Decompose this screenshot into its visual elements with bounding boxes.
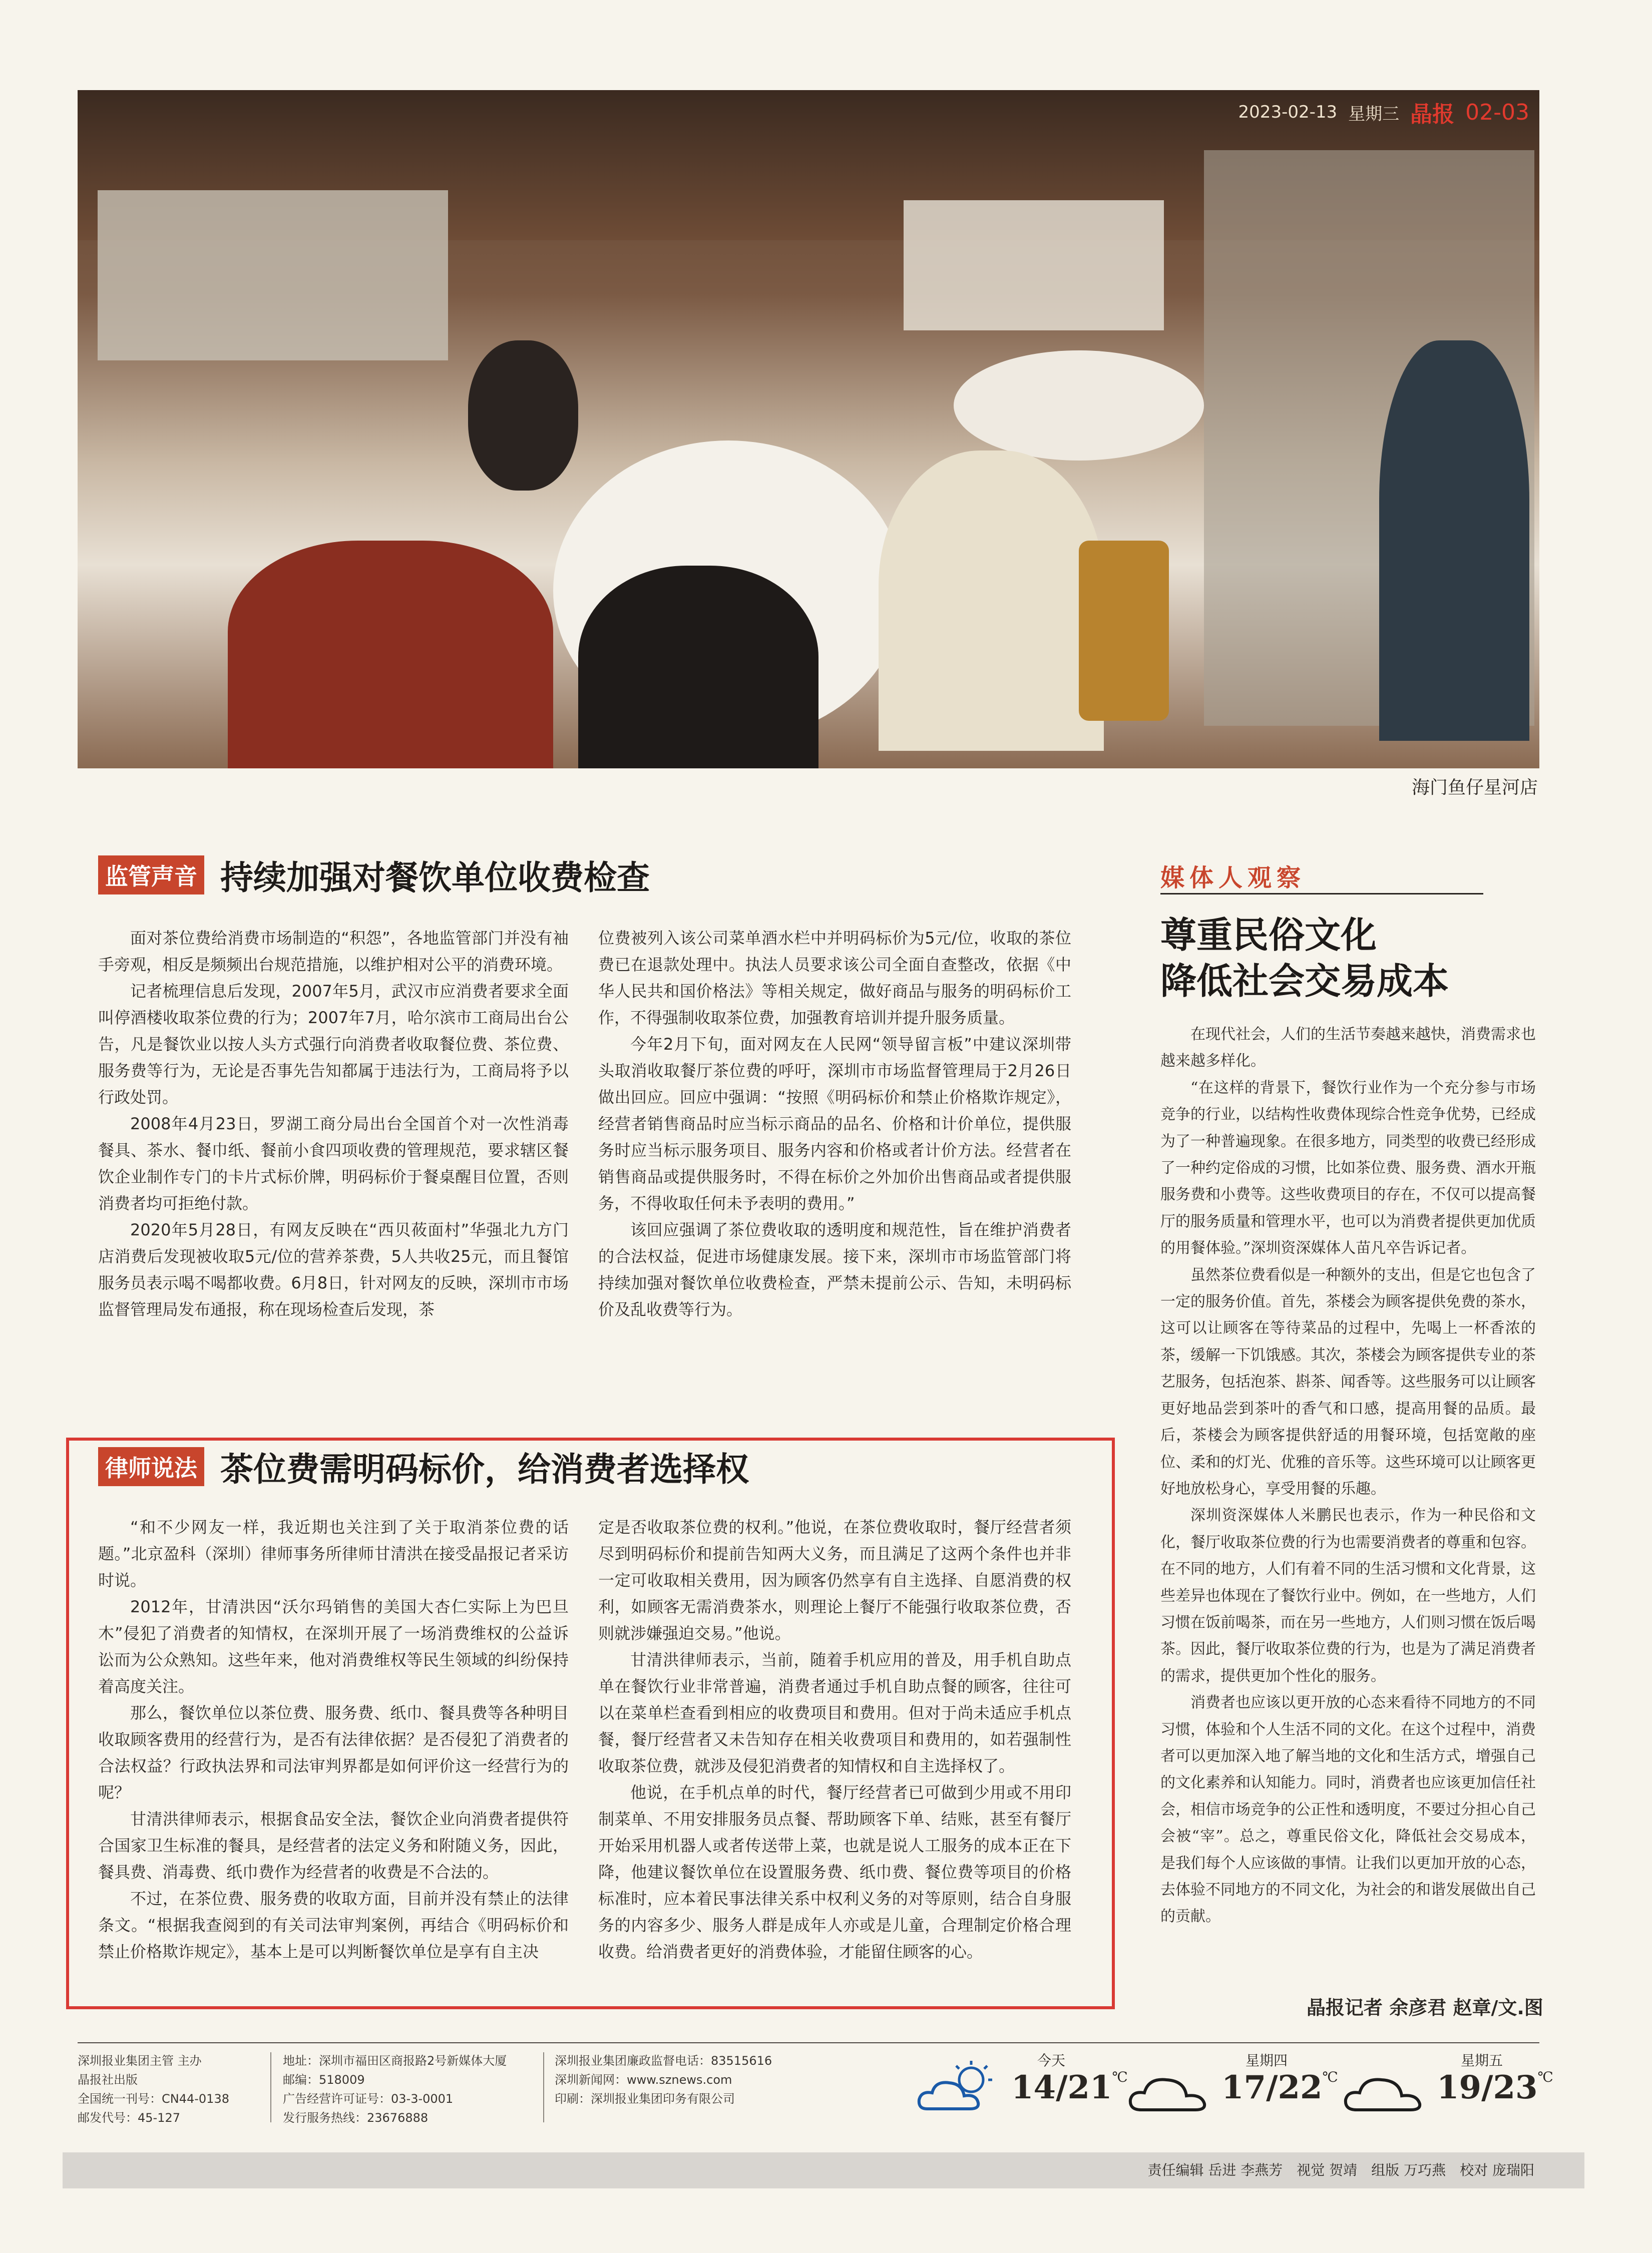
media-title [1160, 912, 1449, 1004]
section1-col2 [598, 925, 1071, 1323]
footer-separator [270, 2052, 271, 2122]
newspaper-brand: 晶报 [1410, 102, 1455, 127]
partly-cloudy-icon [916, 2059, 1006, 2114]
media-body [1160, 1021, 1536, 1930]
paragraph: 2008年4月23日，罗湖工商分局出台全国首个对一次性消毒餐具、茶水、餐巾纸、餐前小食四项收费的管理规范，要求辖区餐饮企业制作专门的卡片式标价牌，明码标价于餐桌醒目位置，否则消费者均可拒绝付款。 [98, 1114, 569, 1213]
footer-line: 邮编：518009 [283, 2073, 365, 2087]
paragraph: 位费被列入该公司菜单酒水栏中并明码标价为5元/位，收取的茶位费已在退款处理中。执法人员要求该公司全面自查整改，依据《中华人民共和国价格法》等相关规定，做好商品与服务的明码标价工作，不得强制收取茶位费，加强教育培训并提升服务质量。 [598, 929, 1071, 1027]
footer-publisher [78, 2051, 229, 2127]
footer-line: 发行服务热线：23676888 [283, 2111, 429, 2125]
section2-col1 [98, 1514, 569, 1965]
section1-header [98, 851, 650, 898]
paragraph: 记者梳理信息后发现，2007年5月，武汉市应消费者要求全面叫停酒楼收取茶位费的行为；2007年7月，哈尔滨市工商局出台公告，凡是餐饮业以按人头方式强行向消费者收取餐位费、茶位费、服务费等行为，无论是否事先告知都属于违法行为，工商局将予以行政处罚。 [98, 982, 569, 1107]
section2-header [98, 1443, 749, 1490]
footer-address [283, 2051, 507, 2127]
photo-date: 2023-02-13 [1238, 102, 1338, 122]
editor-credits: 责任编辑 岳进 李燕芳 视觉 贺靖 组版 万巧燕 校对 庞瑞阳 [1147, 2162, 1534, 2178]
weather-forecast [916, 2050, 1553, 2120]
paragraph: 2012年，甘清洪因“沃尔玛销售的美国大杏仁实际上为巴旦木”侵犯了消费者的知情权，在深圳开展了一场消费维权的公益诉讼而为公众熟知。这些年来，他对消费维权等民生领域的纠纷保持着高度关注。 [98, 1597, 569, 1696]
restaurant-photo [78, 90, 1539, 768]
paragraph: 深圳资深媒体人米鹏民也表示，作为一种民俗和文化，餐厅收取茶位费的行为也需要消费者的尊重和包容。在不同的地方，人们有着不同的生活习惯和文化背景，这些差异也体现在了餐饮行业中。例如，在一些地方，人们习惯在饭前喝茶，而在另一些地方，人们则习惯在饭后喝茶。因此，餐厅收取茶位费的行为，也是为了满足消费者的需求，提供更加个性化的服务。 [1160, 1507, 1536, 1685]
weather-day-thursday: 星期四 [1245, 2052, 1288, 2069]
weather-temp-today: 14/21℃ [1011, 2069, 1128, 2106]
footer-divider [78, 2042, 1539, 2043]
footer-contacts [555, 2051, 772, 2108]
footer-line: 地址：深圳市福田区商报路2号新媒体大厦 [283, 2054, 507, 2068]
section1-tag: 监管声音 [98, 855, 204, 894]
photo-header [1238, 96, 1529, 128]
weather-day-today: 今天 [1037, 2052, 1065, 2069]
footer-line: 晶报社出版 [78, 2073, 138, 2087]
paragraph: 在现代社会，人们的生活节奏越来越快，消费需求也越来越多样化。 [1160, 1026, 1536, 1070]
footer-line: 印刷：深圳报业集团印务有限公司 [555, 2092, 735, 2106]
section2-col2 [598, 1514, 1071, 1965]
section1-title: 持续加强对餐饮单位收费检查 [220, 858, 650, 897]
section2-tag: 律师说法 [98, 1447, 204, 1486]
paragraph: 虽然茶位费看似是一种额外的支出，但是它也包含了一定的服务价值。首先，茶楼会为顾客提供免费的茶水，这可以让顾客在等待菜品的过程中，先喝上一杯香浓的茶，缓解一下饥饿感。其次，茶楼会为顾客提供专业的茶艺服务，包括泡茶、斟茶、闻香等。这些服务可以让顾客更好地品尝到茶叶的香气和口感，提高用餐的品质。最后，茶楼会为顾客提供舒适的用餐环境，包括宽敞的座位、柔和的灯光、优雅的音乐等。这些环境可以让顾客更好地放松身心，享受用餐的乐趣。 [1160, 1266, 1536, 1498]
section1-col1 [98, 925, 569, 1323]
paragraph: 甘清洪律师表示，根据食品安全法，餐饮企业向消费者提供符合国家卫生标准的餐具，是经营者的法定义务和附随义务，因此，餐具费、消毒费、纸巾费作为经营者的收费是不合法的。 [98, 1810, 569, 1882]
weather-temp-friday: 19/23℃ [1437, 2069, 1553, 2106]
byline: 晶报记者 余彦君 赵章/文.图 [1307, 1997, 1543, 2019]
paragraph: 定是否收取茶位费的权利。”他说，在茶位费收取时，餐厅经营者须尽到明码标价和提前告知两大义务，而且满足了这两个条件也并非一定可收取相关费用，因为顾客仍然享有自主选择、自愿消费的权利，如顾客无需消费茶水，则理论上餐厅不能强行收取茶位费，否则就涉嫌强迫交易。”他说。 [598, 1518, 1071, 1643]
media-title-line2: 降低社会交易成本 [1160, 960, 1449, 1002]
footer-line: 深圳报业集团主管 主办 [78, 2054, 202, 2068]
paragraph: 今年2月下旬，面对网友在人民网“领导留言板”中建议深圳带头取消收取餐厅茶位费的呼吁，深圳市市场监督管理局于2月26日做出回应。回应中强调：“按照《明码标价和禁止价格欺诈规定》，经营者销售商品时应当标示商品的品名、价格和计价单位，提供服务时应当标示服务项目、服务内容和价格或者计价方法。经营者在销售商品或提供服务时，不得在标价之外加价出售商品或者提供服务，不得收取任何未予表明的费用。” [598, 1035, 1071, 1213]
footer-line: 广告经营许可证号：03-3-0001 [283, 2092, 454, 2106]
paragraph: “和不少网友一样，我近期也关注到了关于取消茶位费的话题。”北京盈科（深圳）律师事务所律师甘清洪在接受晶报记者采访时说。 [98, 1518, 569, 1590]
media-divider [1160, 893, 1483, 894]
paragraph: 甘清洪律师表示，当前，随着手机应用的普及，用手机自助点单在餐饮行业非常普遍，消费者通过手机自助点餐的顾客，往往可以在菜单栏查看到相应的收费项目和费用。但对于尚未适应手机点餐，餐厅经营者又未告知存在相关收费项目和费用的，如若强制性收取茶位费，就涉及侵犯消费者的知情权和自主选择权了。 [598, 1650, 1071, 1775]
footer-line: 全国统一刊号：CN44-0138 [78, 2092, 229, 2106]
paragraph: 该回应强调了茶位费收取的透明度和规范性，旨在维护消费者的合法权益，促进市场健康发展。接下来，深圳市市场监管部门将持续加强对餐饮单位收费检查，严禁未提前公示、告知，未明码标价及乱收费等行为。 [598, 1220, 1071, 1319]
paragraph: 他说，在手机点单的时代，餐厅经营者已可做到少用或不用印制菜单、不用安排服务员点餐、帮助顾客下单、结账，甚至有餐厅开始采用机器人或者传送带上菜，也就是说人工服务的成本正在下降，他建议餐饮单位在设置服务费、纸巾费、餐位费等项目的价格标准时，应本着民事法律关系中权利义务的对等原则，结合自身服务的内容多少、服务人群是成年人亦或是儿童，合理制定价格合理收费。给消费者更好的消费体验，才能留住顾客的心。 [598, 1783, 1071, 1961]
footer-separator [543, 2052, 544, 2122]
paragraph: 消费者也应该以更开放的心态来看待不同地方的不同习惯，体验和个人生活不同的文化。在这个过程中，消费者可以更加深入地了解当地的文化和生活方式，增强自己的文化素养和认知能力。同时，消费者也应该更加信任社会，相信市场竞争的公正性和透明度，不要过分担心自己会被“宰”。总之，尊重民俗文化，降低社会交易成本，是我们每个人应该做的事情。让我们以更加开放的心态，去体验不同地方的不同文化，为社会的和谐发展做出自己的贡献。 [1160, 1694, 1536, 1926]
footer-line: 深圳新闻网：www.sznews.com [555, 2073, 732, 2087]
section2-title: 茶位费需明码标价，给消费者选择权 [220, 1450, 749, 1489]
footer-line: 邮发代号：45-127 [78, 2111, 181, 2125]
media-title-line1: 尊重民俗文化 [1160, 914, 1377, 956]
photo-caption: 海门鱼仔星河店 [1411, 777, 1538, 798]
weather-day-friday: 星期五 [1460, 2052, 1503, 2069]
paragraph: 不过，在茶位费、服务费的收取方面，目前并没有禁止的法律条文。“根据我查阅到的有关司法审判案例，再结合《明码标价和禁止价格欺诈规定》，基本上是可以判断餐饮单位是享有自主决 [98, 1889, 569, 1961]
paragraph: 面对茶位费给消费市场制造的“积怨”，各地监管部门并没有袖手旁观，相反是频频出台规范措施，以维护相对公平的消费环境。 [98, 929, 569, 974]
cloud-icon [1342, 2065, 1432, 2115]
paragraph: 那么，餐饮单位以茶位费、服务费、纸巾、餐具费等各种明目收取顾客费用的经营行为，是否有法律依据？是否侵犯了消费者的合法权益？行政执法界和司法审判界都是如何评价这一经营行为的呢？ [98, 1703, 569, 1802]
footer-line: 深圳报业集团廉政监督电话：83515616 [555, 2054, 772, 2068]
paragraph: 2020年5月28日，有网友反映在“西贝莜面村”华强北九方门店消费后发现被收取5元/位的营养茶费，5人共收25元，而且餐馆服务员表示喝不喝都收费。6月8日，针对网友的反映，深圳市市场监督管理局发布通报，称在现场检查后发现，茶 [98, 1220, 569, 1319]
page-number: 02-03 [1465, 99, 1529, 125]
weather-temp-thursday: 17/22℃ [1221, 2069, 1338, 2106]
cloud-icon [1126, 2065, 1216, 2115]
photo-weekday: 星期三 [1348, 104, 1400, 124]
paragraph: “在这样的背景下，餐饮行业作为一个充分参与市场竞争的行业，以结构性收费体现综合性竞争优势，已经成为了一种普遍现象。在很多地方，同类型的收费已经形成了一种约定俗成的习惯，比如茶位费、服务费、酒水开瓶服务费和小费等。这些收费项目的存在，不仅可以提高餐厅的服务质量和管理水平，也可以为消费者提供更加优质的用餐体验。”深圳资深媒体人苗凡卒告诉记者。 [1160, 1079, 1536, 1257]
media-section-tag: 媒体人观察 [1160, 864, 1306, 892]
